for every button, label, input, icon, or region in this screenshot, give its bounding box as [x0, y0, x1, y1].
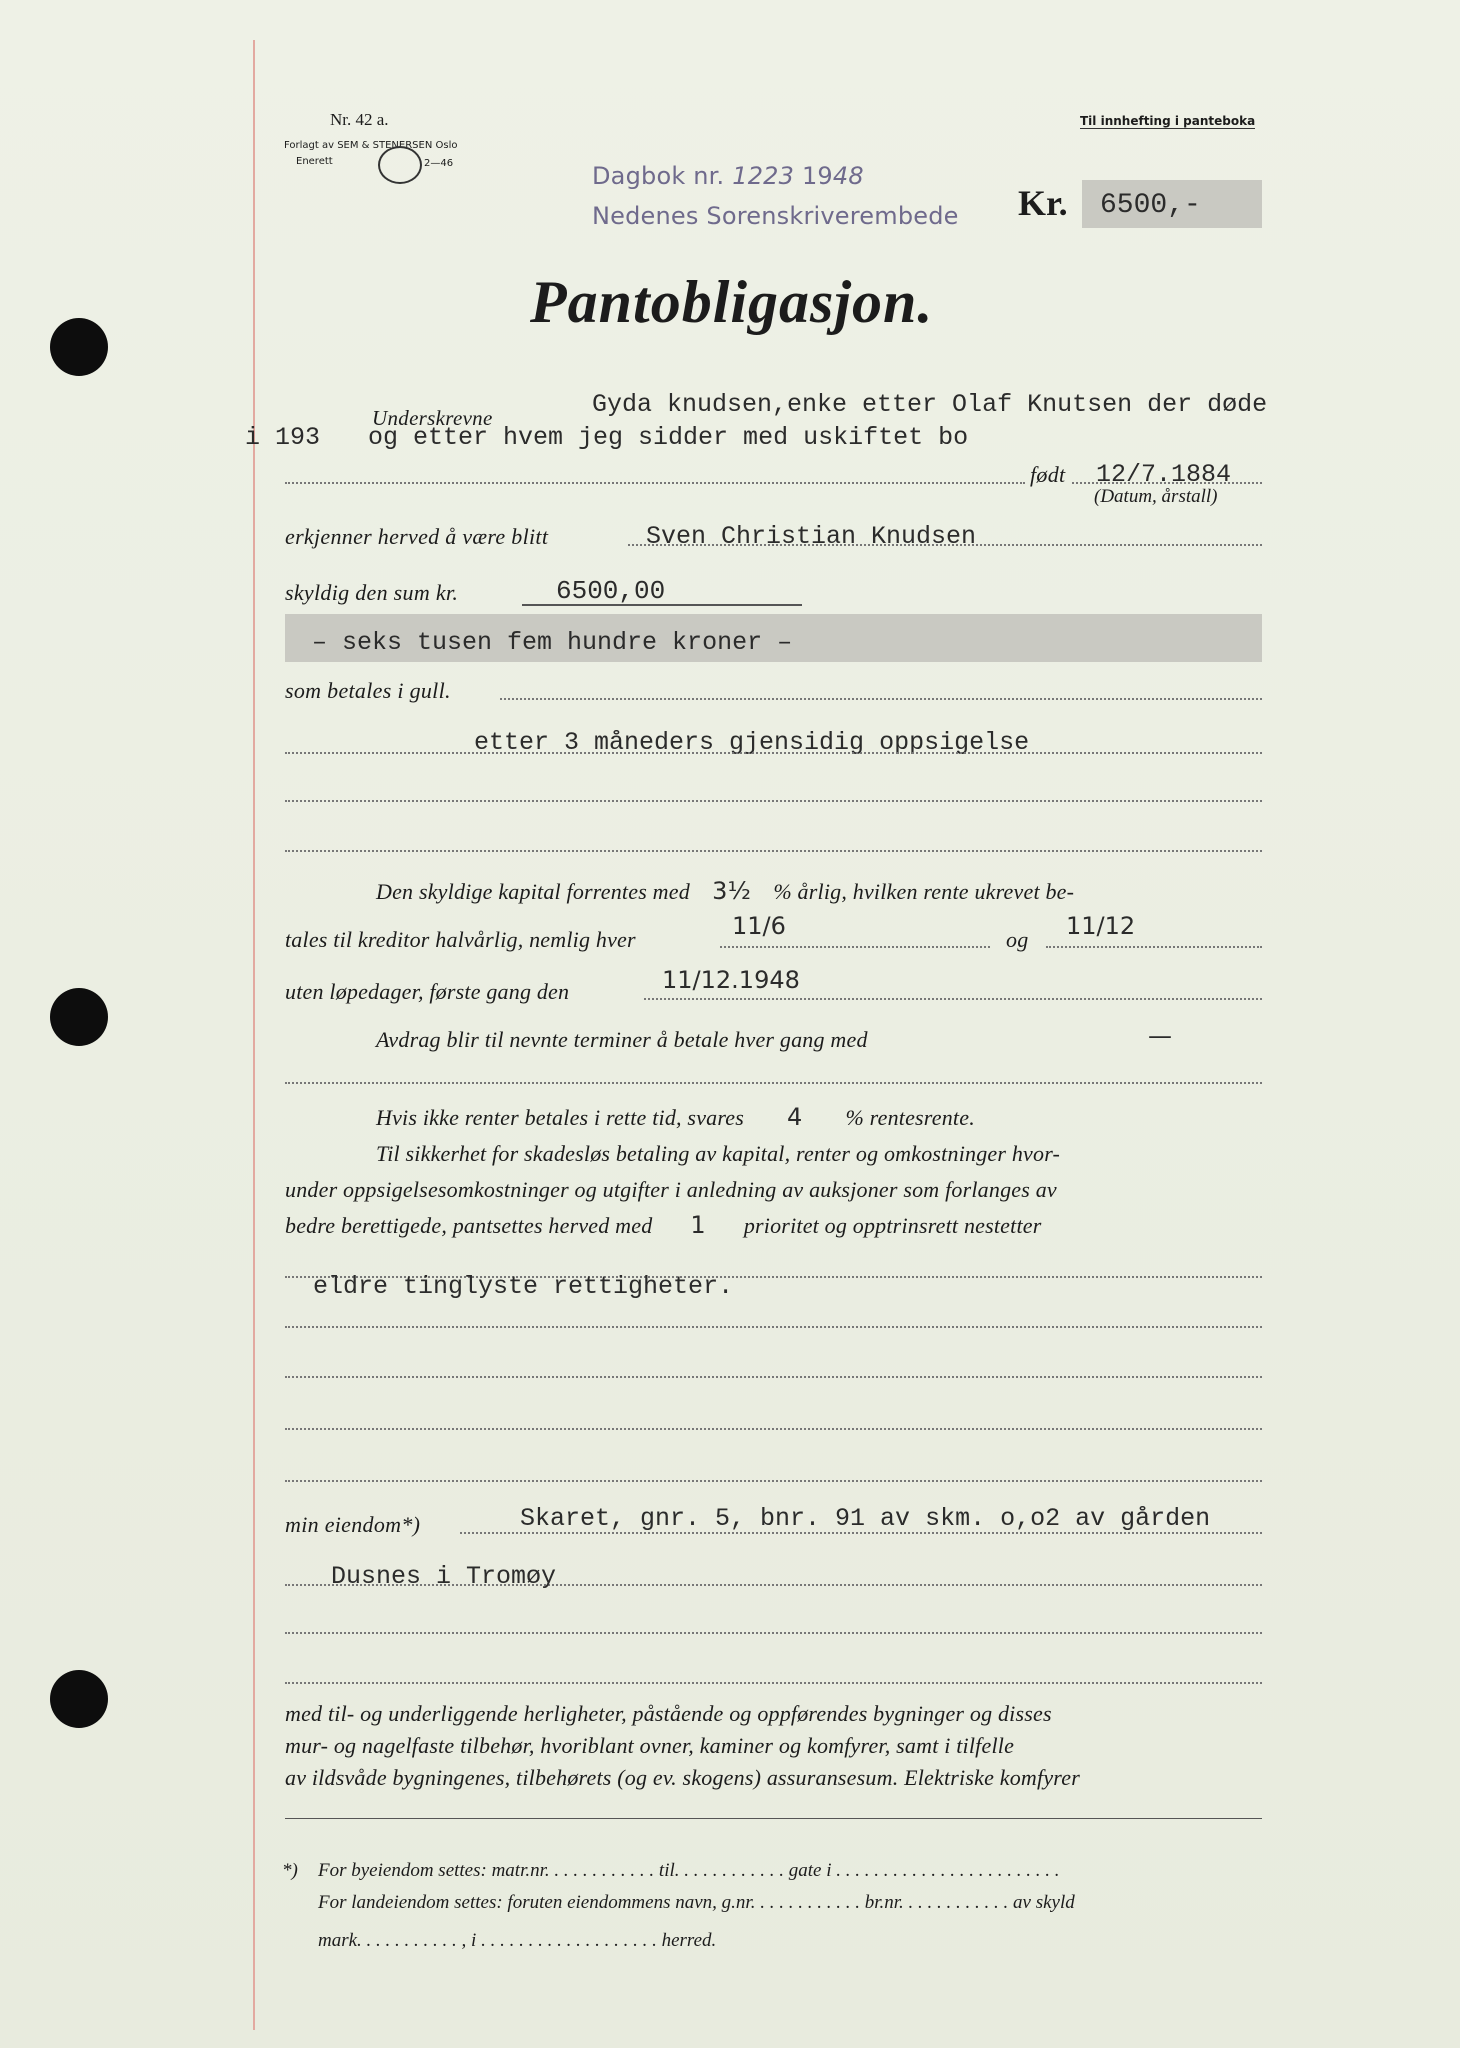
footnote-line-2: For landeiendom settes: foruten eiendommens navn, g.nr. . . . . . . . . . . . br.nr. . . . . . . . . . . . av skyld	[318, 1892, 1075, 1913]
security-line-3: bedre berettigede, pantsettes herved med 1 prioritet og opptrinsrett nestetter	[285, 1211, 1042, 1239]
margin-rule	[253, 40, 255, 2030]
appurtenances-line-3: av ildsvåde bygningenes, tilbehørets (og ev. skogens) assuransesum. Elektriske komfyrer	[285, 1765, 1080, 1790]
footnote-rule	[285, 1818, 1262, 1819]
undersigned-cont-prefix: i 193	[245, 423, 321, 452]
amount-words: – seks tusen fem hundre kroner –	[312, 628, 793, 657]
currency-label: Kr.	[1018, 183, 1068, 223]
registry-note: Til innhefting i panteboka	[1080, 114, 1256, 128]
punch-hole-top	[50, 318, 108, 376]
security-typed: eldre tinglyste rettigheter.	[313, 1272, 734, 1301]
born-value: 12/7.1884	[1096, 460, 1232, 489]
security-line-a	[285, 1326, 1262, 1328]
installment-value: —	[1148, 1022, 1172, 1050]
property-line-3	[285, 1632, 1262, 1634]
interest-date-2: 11/12	[1066, 912, 1136, 940]
property-value-1: Skaret, gnr. 5, bnr. 91 av skm. o,o2 av gården	[520, 1504, 1211, 1533]
dagbok-stamp: Dagbok nr. 1223 1948	[592, 162, 864, 190]
interest-line-1: Den skyldige kapital forrentes med 3½ % årlig, hvilken rente ukrevet be-	[376, 877, 1075, 905]
blank-line-2	[285, 850, 1262, 852]
security-line-2: under oppsigelsesomkostninger og utgifter i anledning av auksjoner som forlanges av	[285, 1177, 1057, 1202]
publisher-code: 2—46	[424, 158, 454, 169]
owed-amount: 6500,00	[556, 576, 666, 606]
first-date-line	[644, 998, 1262, 1000]
undersigned-label: Underskrevne	[372, 406, 493, 430]
first-date: 11/12.1948	[662, 966, 800, 994]
terms-line	[285, 752, 1262, 754]
terms-value: etter 3 måneders gjensidig oppsigelse	[474, 728, 1030, 757]
punch-hole-bottom	[50, 1670, 108, 1728]
amount-box-value: 6500,-	[1100, 190, 1201, 221]
paid-in-label: som betales i gull.	[285, 678, 451, 703]
footnote-line-3: mark. . . . . . . . . . . , i . . . . . . . . . . . . . . . . . . . herred.	[318, 1930, 717, 1951]
born-hint: (Datum, årstall)	[1094, 486, 1218, 507]
installment-line: Avdrag blir til nevnte terminer å betale hver gang med	[376, 1027, 868, 1052]
office-stamp: Nedenes Sorenskriverembede	[592, 202, 959, 230]
born-label: født	[1030, 462, 1066, 487]
property-label: min eiendom*)	[285, 1512, 421, 1537]
appurtenances-line-2: mur- og nagelfaste tilbehør, hvoriblant ovner, kaminer og komfyrer, samt i tilfelle	[285, 1733, 1015, 1758]
footnote-line-1: For byeiendom settes: matr.nr. . . . . . . . . . . . til. . . . . . . . . . . . gate i . . . . . . . . . . . . . . . . . . . . . . . .	[318, 1860, 1060, 1881]
interest-line-2: tales til kreditor halvårlig, nemlig hver	[285, 927, 636, 952]
security-line-1: Til sikkerhet for skadesløs betaling av kapital, renter og omkostninger hvor-	[376, 1141, 1061, 1166]
publisher-enerett: Enerett	[296, 156, 333, 167]
date2-line	[1046, 946, 1262, 948]
property-line-4	[285, 1682, 1262, 1684]
form-number: Nr. 42 a.	[330, 110, 389, 129]
paid-in-line	[500, 698, 1262, 700]
document-title: Pantobligasjon.	[530, 269, 934, 335]
publisher-line: Forlagt av SEM & STENERSEN Oslo	[284, 140, 458, 151]
appurtenances-line-1: med til- og underliggende herligheter, påstående og oppførendes bygninger og disses	[285, 1701, 1052, 1726]
penalty-line: Hvis ikke renter betales i rette tid, svares 4 % rentesrente.	[376, 1103, 975, 1131]
interest-date-1: 11/6	[732, 912, 786, 940]
creditor-name: Sven Christian Knudsen	[646, 522, 977, 551]
owed-label: skyldig den sum kr.	[285, 580, 459, 605]
security-line-b	[285, 1376, 1262, 1378]
footnote-marker: *)	[282, 1860, 298, 1881]
security-line-c	[285, 1428, 1262, 1430]
punch-hole-middle	[50, 988, 108, 1046]
security-line-d	[285, 1480, 1262, 1482]
interest-line-3: uten løpedager, første gang den	[285, 979, 570, 1004]
publisher-logo-icon	[378, 146, 422, 184]
property-value-2: Dusnes i Tromøy	[331, 1562, 557, 1591]
undersigned-value: Gyda knudsen,enke etter Olaf Knutsen der døde	[592, 390, 1268, 419]
blank-line-1	[285, 800, 1262, 802]
installment-line-2	[285, 1082, 1262, 1084]
undersigned-line	[285, 482, 1025, 484]
undersigned-cont: og etter hvem jeg sidder med uskiftet bo	[368, 423, 969, 452]
date1-line	[720, 946, 990, 948]
acknowledge-label: erkjenner herved å være blitt	[285, 524, 549, 549]
interest-og: og	[1006, 927, 1029, 952]
